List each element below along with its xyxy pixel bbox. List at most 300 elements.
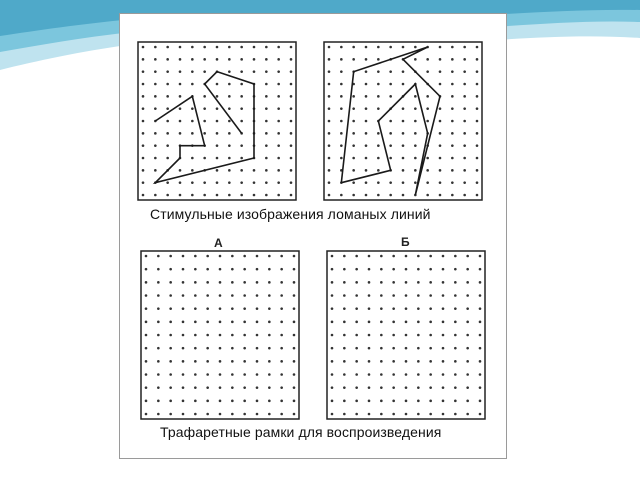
grid-dot: [463, 83, 466, 86]
grid-dot: [454, 347, 457, 350]
grid-dot: [377, 107, 380, 110]
grid-dot: [182, 347, 185, 350]
grid-dot: [169, 294, 172, 297]
grid-dot: [206, 413, 209, 416]
grid-dot: [414, 144, 417, 147]
grid-dot: [280, 307, 283, 310]
grid-dot: [280, 360, 283, 363]
grid-dot: [142, 157, 145, 160]
grid-dot: [476, 157, 479, 160]
grid-dot: [231, 334, 234, 337]
grid-dot: [231, 386, 234, 389]
grid-dot: [157, 268, 160, 271]
grid-dot: [380, 413, 383, 416]
grid-dot: [451, 46, 454, 49]
grid-dot: [256, 255, 259, 258]
grid-dot: [154, 144, 157, 147]
grid-dot: [268, 360, 271, 363]
grid-dot: [169, 400, 172, 403]
grid-dot: [340, 95, 343, 98]
grid-dot: [231, 413, 234, 416]
grid-dot: [228, 46, 231, 49]
grid-dot: [157, 334, 160, 337]
grid-dot: [389, 95, 392, 98]
grid-dot: [328, 70, 331, 73]
grid-dot: [228, 107, 231, 110]
grid-dot: [355, 281, 358, 284]
grid-dot: [265, 95, 268, 98]
grid-dot: [368, 334, 371, 337]
grid-dot: [231, 281, 234, 284]
grid-dot: [256, 413, 259, 416]
grid-dot: [145, 386, 148, 389]
grid-dot: [340, 83, 343, 86]
grid-dot: [166, 120, 169, 123]
grid-dot: [439, 157, 442, 160]
grid-dot: [426, 58, 429, 61]
grid-dot: [142, 95, 145, 98]
grid-dot: [216, 132, 219, 135]
grid-dot: [414, 157, 417, 160]
grid-dot: [451, 144, 454, 147]
grid-dot: [206, 268, 209, 271]
grid-dot: [355, 321, 358, 324]
grid-dot: [203, 194, 206, 197]
grid-dot: [365, 83, 368, 86]
grid-dot: [142, 58, 145, 61]
grid-dot: [256, 386, 259, 389]
grid-dot: [290, 83, 293, 86]
grid-dot: [392, 373, 395, 376]
grid-dot: [290, 120, 293, 123]
grid-dot: [414, 132, 417, 135]
grid-dot: [479, 307, 482, 310]
grid-dot: [290, 157, 293, 160]
grid-dot: [191, 181, 194, 184]
grid-dot: [463, 194, 466, 197]
grid-dot: [355, 347, 358, 350]
grid-dot: [442, 373, 445, 376]
grid-dot: [352, 194, 355, 197]
grid-dot: [466, 321, 469, 324]
grid-dot: [343, 307, 346, 310]
grid-dot: [265, 58, 268, 61]
grid-dot: [219, 281, 222, 284]
grid-dot: [169, 347, 172, 350]
grid-dot: [476, 46, 479, 49]
grid-dot: [277, 181, 280, 184]
grid-dot: [463, 58, 466, 61]
grid-dot: [439, 83, 442, 86]
grid-dot: [265, 157, 268, 160]
grid-dot: [194, 386, 197, 389]
grid-dot: [265, 194, 268, 197]
grid-dot: [454, 321, 457, 324]
grid-dot: [368, 347, 371, 350]
grid-dot: [426, 169, 429, 172]
grid-dot: [392, 281, 395, 284]
grid-dot: [355, 307, 358, 310]
grid-dot: [343, 294, 346, 297]
grid-dot: [380, 307, 383, 310]
grid-dot: [377, 157, 380, 160]
grid-dot: [328, 144, 331, 147]
grid-dot: [380, 360, 383, 363]
grid-dot: [365, 132, 368, 135]
grid-dot: [426, 181, 429, 184]
grid-dot: [280, 334, 283, 337]
grid-dot: [277, 107, 280, 110]
grid-dot: [191, 132, 194, 135]
grid-dot: [402, 194, 405, 197]
grid-dot: [169, 360, 172, 363]
grid-dot: [169, 255, 172, 258]
grid-dot: [402, 181, 405, 184]
grid-dot: [157, 373, 160, 376]
grid-dot: [182, 255, 185, 258]
grid-dot: [454, 268, 457, 271]
grid-dot: [265, 144, 268, 147]
grid-dot: [466, 400, 469, 403]
grid-dot: [182, 294, 185, 297]
grid-dot: [368, 281, 371, 284]
grid-dot: [402, 107, 405, 110]
grid-dot: [142, 132, 145, 135]
grid-dot: [277, 194, 280, 197]
grid-dot: [293, 255, 296, 258]
grid-dot: [439, 181, 442, 184]
grid-dot: [365, 157, 368, 160]
grid-dot: [328, 83, 331, 86]
grid-dot: [454, 360, 457, 363]
grid-dot: [166, 70, 169, 73]
grid-dot: [265, 70, 268, 73]
grid-dot: [365, 70, 368, 73]
grid-dot: [439, 58, 442, 61]
grid-dot: [328, 169, 331, 172]
grid-dot: [442, 400, 445, 403]
grid-dot: [417, 360, 420, 363]
grid-dot: [479, 386, 482, 389]
grid-dot: [219, 334, 222, 337]
grid-dot: [429, 255, 432, 258]
grid-dot: [454, 373, 457, 376]
grid-dot: [479, 321, 482, 324]
grid-dot: [380, 281, 383, 284]
grid-dot: [256, 321, 259, 324]
grid-dot: [240, 107, 243, 110]
grid-dot: [179, 95, 182, 98]
grid-dot: [417, 281, 420, 284]
grid-dot: [179, 194, 182, 197]
grid-dot: [142, 144, 145, 147]
grid-dot: [169, 307, 172, 310]
content-card: [119, 13, 507, 459]
grid-dot: [402, 157, 405, 160]
grid-dot: [240, 194, 243, 197]
grid-dot: [466, 294, 469, 297]
grid-dot: [290, 46, 293, 49]
grid-dot: [240, 95, 243, 98]
grid-dot: [392, 413, 395, 416]
grid-dot: [265, 83, 268, 86]
grid-dot: [293, 334, 296, 337]
grid-dot: [380, 334, 383, 337]
grid-dot: [169, 268, 172, 271]
grid-dot: [451, 157, 454, 160]
grid-dot: [179, 132, 182, 135]
grid-dot: [277, 157, 280, 160]
grid-dot: [331, 386, 334, 389]
grid-dot: [331, 294, 334, 297]
grid-dot: [328, 132, 331, 135]
grid-dot: [203, 107, 206, 110]
grid-dot: [206, 373, 209, 376]
grid-dot: [365, 169, 368, 172]
grid-dot: [402, 169, 405, 172]
grid-dot: [454, 307, 457, 310]
grid-dot: [253, 169, 256, 172]
grid-dot: [182, 373, 185, 376]
grid-dot: [206, 321, 209, 324]
grid-dot: [194, 373, 197, 376]
grid-dot: [206, 334, 209, 337]
grid-dot: [377, 95, 380, 98]
grid-dot: [157, 347, 160, 350]
grid-dot: [340, 194, 343, 197]
grid-dot: [392, 347, 395, 350]
grid-dot: [290, 132, 293, 135]
grid-dot: [439, 46, 442, 49]
grid-dot: [182, 268, 185, 271]
grid-dot: [479, 268, 482, 271]
grid-dot: [191, 70, 194, 73]
grid-dot: [216, 144, 219, 147]
grid-dot: [194, 255, 197, 258]
grid-dot: [157, 413, 160, 416]
grid-dot: [451, 70, 454, 73]
grid-dot: [479, 413, 482, 416]
grid-dot: [293, 386, 296, 389]
grid-dot: [442, 347, 445, 350]
grid-dot: [442, 268, 445, 271]
grid-dot: [231, 400, 234, 403]
grid-dot: [243, 400, 246, 403]
grid-dot: [166, 58, 169, 61]
grid-dot: [417, 386, 420, 389]
grid-dot: [331, 268, 334, 271]
grid-dot: [145, 334, 148, 337]
grid-dot: [243, 321, 246, 324]
grid-dot: [429, 307, 432, 310]
grid-dot: [206, 386, 209, 389]
grid-dot: [328, 120, 331, 123]
grid-dot: [365, 144, 368, 147]
grid-dot: [479, 360, 482, 363]
grid-dot: [179, 58, 182, 61]
grid-dot: [352, 107, 355, 110]
grid-dot: [182, 321, 185, 324]
grid-dot: [268, 268, 271, 271]
grid-dot: [206, 400, 209, 403]
grid-dot: [253, 46, 256, 49]
grid-dot: [328, 181, 331, 184]
grid-dot: [290, 70, 293, 73]
grid-dot: [243, 386, 246, 389]
grid-dot: [280, 255, 283, 258]
grid-dot: [405, 281, 408, 284]
grid-dot: [476, 58, 479, 61]
grid-dot: [240, 181, 243, 184]
grid-dot: [166, 132, 169, 135]
grid-dot: [290, 58, 293, 61]
grid-dot: [219, 347, 222, 350]
grid-dot: [228, 83, 231, 86]
grid-dot: [380, 386, 383, 389]
grid-dot: [479, 373, 482, 376]
grid-dot: [253, 181, 256, 184]
grid-dot: [280, 386, 283, 389]
grid-dot: [216, 107, 219, 110]
grid-dot: [219, 400, 222, 403]
grid-dot: [340, 132, 343, 135]
grid-dot: [343, 386, 346, 389]
grid-dot: [228, 70, 231, 73]
grid-dot: [365, 181, 368, 184]
grid-dot: [191, 194, 194, 197]
grid-dot: [253, 58, 256, 61]
grid-dot: [405, 413, 408, 416]
grid-dot: [157, 360, 160, 363]
grid-dot: [228, 120, 231, 123]
grid-dot: [439, 70, 442, 73]
grid-dot: [392, 321, 395, 324]
grid-dot: [380, 347, 383, 350]
grid-dot: [142, 83, 145, 86]
frames-caption: Трафаретные рамки для воспроизведения: [160, 424, 442, 440]
grid-dot: [466, 307, 469, 310]
grid-dot: [265, 181, 268, 184]
grid-dot: [389, 144, 392, 147]
grid-dot: [426, 194, 429, 197]
grid-dot: [256, 268, 259, 271]
grid-dot: [157, 255, 160, 258]
grid-dot: [365, 46, 368, 49]
grid-dot: [194, 268, 197, 271]
grid-dot: [169, 281, 172, 284]
grid-dot: [216, 58, 219, 61]
grid-dot: [290, 107, 293, 110]
grid-dot: [414, 120, 417, 123]
grid-dot: [219, 255, 222, 258]
grid-dot: [355, 268, 358, 271]
grid-dot: [268, 294, 271, 297]
grid-dot: [466, 334, 469, 337]
grid-dot: [179, 169, 182, 172]
grid-dot: [231, 294, 234, 297]
grid-dot: [145, 400, 148, 403]
grid-dot: [402, 83, 405, 86]
grid-dot: [154, 95, 157, 98]
grid-dot: [243, 413, 246, 416]
grid-dot: [442, 294, 445, 297]
grid-dot: [479, 294, 482, 297]
grid-dot: [265, 46, 268, 49]
grid-dot: [417, 255, 420, 258]
grid-dot: [392, 360, 395, 363]
grid-dot: [368, 255, 371, 258]
grid-dot: [340, 70, 343, 73]
grid-dot: [240, 169, 243, 172]
grid-dot: [328, 58, 331, 61]
grid-dot: [191, 46, 194, 49]
frame-label-a: А: [214, 236, 223, 250]
grid-dot: [343, 281, 346, 284]
grid-dot: [451, 132, 454, 135]
grid-dot: [206, 347, 209, 350]
grid-dot: [231, 373, 234, 376]
grid-dot: [405, 400, 408, 403]
grid-dot: [277, 95, 280, 98]
grid-dot: [206, 281, 209, 284]
grid-dot: [466, 373, 469, 376]
grid-dot: [203, 181, 206, 184]
grid-dot: [331, 281, 334, 284]
grid-dot: [182, 386, 185, 389]
grid-dot: [268, 413, 271, 416]
grid-dot: [328, 157, 331, 160]
grid-dot: [290, 181, 293, 184]
grid-dot: [219, 268, 222, 271]
grid-dot: [145, 281, 148, 284]
grid-dot: [389, 157, 392, 160]
grid-dot: [426, 107, 429, 110]
grid-dot: [216, 194, 219, 197]
grid-dot: [231, 255, 234, 258]
grid-dot: [439, 132, 442, 135]
grid-dot: [402, 132, 405, 135]
grid-dot: [154, 70, 157, 73]
grid-dot: [429, 334, 432, 337]
grid-dot: [442, 255, 445, 258]
grid-dot: [203, 58, 206, 61]
grid-dot: [268, 255, 271, 258]
grid-dot: [328, 194, 331, 197]
grid-dot: [243, 373, 246, 376]
grid-dot: [476, 83, 479, 86]
grid-dot: [451, 58, 454, 61]
grid-dot: [191, 107, 194, 110]
grid-dot: [429, 400, 432, 403]
grid-dot: [392, 334, 395, 337]
grid-dot: [142, 181, 145, 184]
grid-dot: [451, 194, 454, 197]
grid-dot: [277, 144, 280, 147]
grid-dot: [265, 107, 268, 110]
grid-dot: [268, 347, 271, 350]
grid-dot: [253, 70, 256, 73]
grid-dot: [429, 321, 432, 324]
grid-dot: [203, 46, 206, 49]
grid-dot: [352, 181, 355, 184]
grid-dot: [154, 58, 157, 61]
grid-dot: [243, 360, 246, 363]
grid-dot: [243, 268, 246, 271]
grid-dot: [219, 307, 222, 310]
grid-dot: [380, 294, 383, 297]
grid-dot: [355, 373, 358, 376]
grid-dot: [442, 334, 445, 337]
